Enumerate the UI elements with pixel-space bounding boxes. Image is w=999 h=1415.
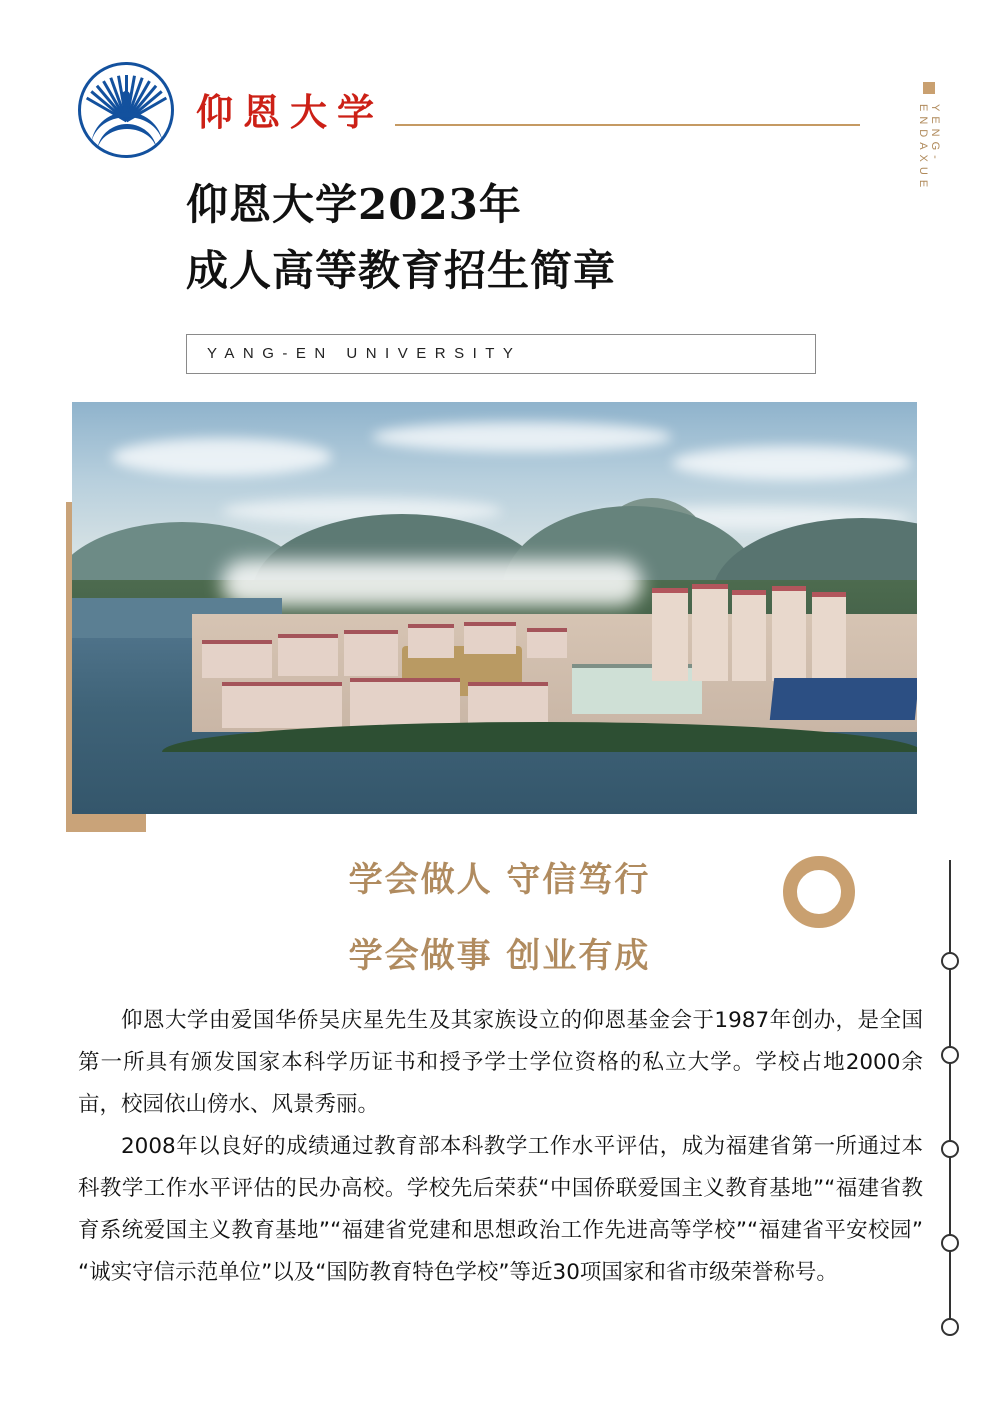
photo-tower (772, 586, 806, 681)
circle-decoration-icon (783, 856, 855, 928)
photo-building (464, 622, 516, 654)
photo-tower (812, 592, 846, 681)
photo-building (408, 624, 454, 658)
photo-building (278, 634, 338, 676)
english-subtitle: YANG-EN UNIVERSITY (207, 345, 522, 362)
page-title (186, 172, 886, 304)
rail-dot-icon (941, 952, 959, 970)
motto-line-2: 学会做事 创业有成 (348, 936, 651, 976)
photo-building (202, 640, 272, 678)
photo-mist (222, 560, 642, 606)
english-subtitle-box (186, 334, 816, 374)
campus-aerial-photo (72, 402, 917, 814)
emblem-circle (78, 62, 174, 158)
title-line-1: 仰恩大学2023年 (186, 180, 522, 229)
photo-building (468, 682, 548, 726)
emblem-center-dot (122, 91, 130, 107)
rail-dot-icon (941, 1234, 959, 1252)
photo-building (350, 678, 460, 726)
university-emblem-icon (78, 62, 174, 158)
page-header (0, 0, 999, 193)
photo-tower (692, 584, 728, 681)
decorative-rail (949, 860, 951, 1330)
vertical-pinyin-label: YENG-ENDAXUE (917, 104, 941, 193)
photo-cloud (372, 422, 672, 452)
title-line-2: 成人高等教育招生简章 (186, 246, 617, 295)
vertical-marker-square (923, 82, 935, 94)
intro-paragraph-2: 2008年以良好的成绩通过教育部本科教学工作水平评估，成为福建省第一所通过本科教学工作水平评估的民办高校。学校先后荣获“中国侨联爱国主义教育基地”“福建省教育系统爱国主义教育基地”“福建省党建和思想政治工作先进高等学校”“福建省平安校园”“诚实守信示范单位”以及“国防教育特色学校”等近30项国家和省市级荣誉称号。 (78, 1134, 923, 1285)
photo-tower (652, 588, 688, 681)
header-divider (395, 124, 860, 126)
university-name-cn: 仰恩大学 (196, 90, 384, 134)
photo-tower (732, 590, 766, 681)
photo-building (222, 682, 342, 728)
motto-line-1: 学会做人 守信笃行 (348, 860, 651, 900)
intro-body-text (78, 1000, 923, 1294)
intro-paragraph-1: 仰恩大学由爱国华侨吴庆星先生及其家族设立的仰恩基金会于1987年创办，是全国第一所具有颁发国家本科学历证书和授予学士学位资格的私立大学。学校占地2000余亩，校园依山傍水、风景秀丽。 (78, 1008, 923, 1117)
photo-cloud (112, 438, 332, 476)
photo-building (344, 630, 398, 676)
rail-dot-icon (941, 1046, 959, 1064)
rail-dot-icon (941, 1140, 959, 1158)
photo-cloud (672, 446, 912, 480)
photo-building (527, 628, 567, 658)
photo-blue-roof-building (770, 678, 917, 720)
rail-dot-icon (941, 1318, 959, 1336)
